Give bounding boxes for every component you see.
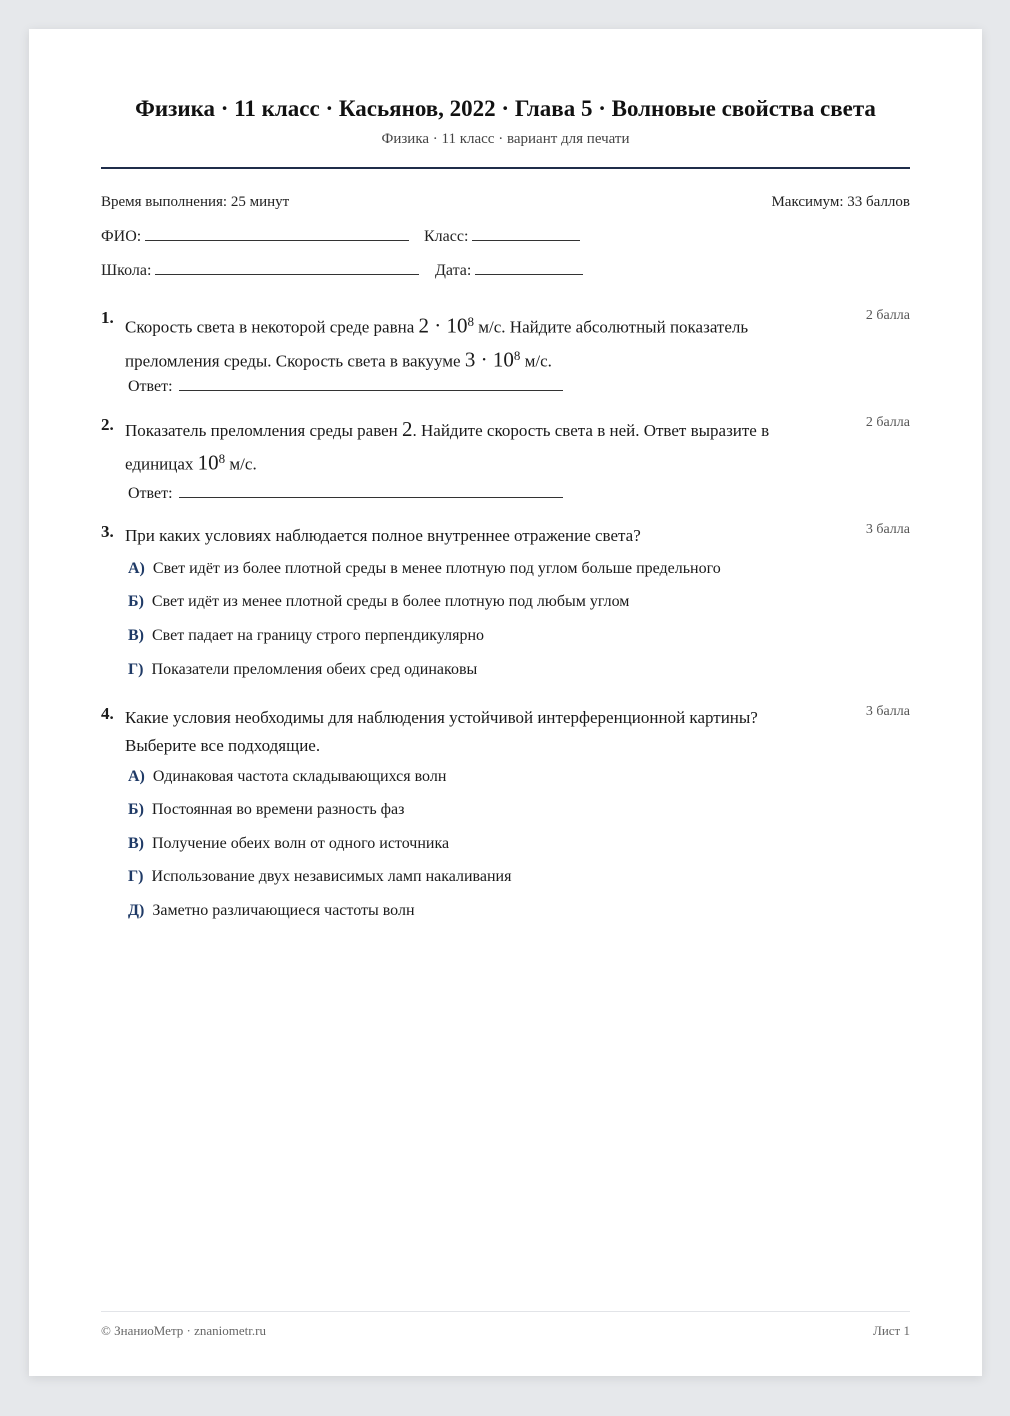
fio-label: ФИО:	[101, 228, 142, 245]
formula-vacuum-speed: 3 · 10	[464, 347, 514, 372]
formula-index: 2	[402, 417, 413, 441]
option-g[interactable]	[128, 661, 477, 679]
question-number: 3.	[101, 522, 114, 541]
option-text: Постоянная во времени разность фаз	[151, 801, 405, 818]
question-number: 1.	[101, 308, 114, 327]
option-text: Показатели преломления обеих сред одинаковы	[151, 661, 478, 678]
option-letter: В)	[128, 627, 144, 644]
answer-line[interactable]	[179, 483, 563, 498]
header-divider	[101, 167, 910, 169]
question-text-part: м/с.	[520, 351, 552, 371]
question-2	[101, 415, 910, 505]
formula-exponent: 8	[467, 314, 475, 329]
time-limit: Время выполнения: 25 минут	[101, 194, 290, 210]
footer-sheet-number: Лист 1	[873, 1323, 910, 1338]
formula-unit: 10	[197, 450, 219, 475]
question-points: 3 балла	[865, 522, 910, 537]
school-label: Школа:	[101, 262, 152, 279]
footer-divider	[101, 1311, 910, 1312]
option-v[interactable]	[128, 627, 484, 645]
class-label: Класс:	[424, 228, 469, 245]
school-line[interactable]	[155, 260, 419, 275]
school-field[interactable]	[101, 260, 419, 280]
option-text: Использование двух независимых ламп накаливания	[151, 868, 512, 885]
fio-line[interactable]	[145, 226, 409, 241]
date-line[interactable]	[475, 260, 583, 275]
option-text: Получение обеих волн от одного источника	[152, 835, 450, 852]
option-text: Одинаковая частота складывающихся волн	[152, 768, 447, 785]
option-v[interactable]	[128, 835, 449, 853]
question-text-part: . Найдите скорость света в ней. Ответ выразите в единицах	[125, 421, 770, 474]
option-b[interactable]	[128, 593, 629, 611]
option-text: Свет идёт из более плотной среды в менее плотную под углом больше предельного	[152, 560, 721, 577]
formula-exponent: 8	[513, 347, 521, 363]
question-3	[101, 522, 910, 692]
option-letter: Г)	[128, 868, 144, 885]
worksheet-page	[29, 29, 982, 1376]
question-number: 4.	[101, 704, 114, 723]
option-text: Свет падает на границу строго перпендикулярно	[152, 627, 485, 644]
question-text: При каких условиях наблюдается полное внутреннее отражение света?	[125, 526, 641, 545]
option-letter: Б)	[128, 593, 144, 610]
max-score: Максимум: 33 баллов	[771, 194, 910, 210]
option-d[interactable]	[128, 902, 415, 920]
class-line[interactable]	[472, 226, 580, 241]
question-text: Какие условия необходимы для наблюдения устойчивой интерференционной картины? Выберите все подходящие.	[125, 708, 758, 755]
option-b[interactable]	[128, 801, 404, 819]
formula-speed: 2 · 10	[418, 313, 468, 338]
option-letter: А)	[128, 768, 145, 785]
question-points: 2 балла	[865, 308, 910, 323]
option-text: Заметно различающиеся частоты волн	[152, 902, 415, 919]
answer-label: Ответ:	[128, 485, 173, 502]
option-letter: Б)	[128, 801, 144, 818]
option-letter: В)	[128, 835, 144, 852]
class-field[interactable]	[424, 226, 580, 246]
answer-label: Ответ:	[128, 378, 173, 395]
date-field[interactable]	[435, 260, 583, 280]
page-title: Физика · 11 класс · Касьянов, 2022 · Глава 5 · Волновые свойства света	[135, 96, 876, 121]
date-label: Дата:	[435, 262, 472, 279]
question-text	[125, 415, 825, 479]
option-letter: Д)	[128, 902, 145, 919]
question-points: 3 балла	[865, 704, 910, 719]
answer-line[interactable]	[179, 376, 563, 391]
answer-field[interactable]	[128, 376, 563, 396]
question-number: 2.	[101, 415, 114, 434]
question-text-part: м/с.	[225, 454, 257, 474]
option-a[interactable]	[128, 560, 721, 578]
question-points: 2 балла	[865, 415, 910, 430]
question-text-part: Показатель преломления среды равен	[125, 421, 403, 440]
question-1	[101, 308, 910, 398]
answer-field[interactable]	[128, 483, 563, 503]
page-subtitle: Физика · 11 класс · вариант для печати	[381, 131, 630, 147]
option-a[interactable]	[128, 768, 446, 786]
footer-copyright: © ЗнаниоМетр · znaniometr.ru	[101, 1323, 266, 1338]
formula-exponent: 8	[218, 451, 226, 466]
fio-field[interactable]	[101, 226, 409, 246]
option-letter: Г)	[128, 661, 144, 678]
option-g[interactable]	[128, 868, 511, 886]
option-text: Свет идёт из менее плотной среды в более плотную под любым углом	[151, 593, 630, 610]
question-text-part: м/с. Найдите абсолютный показатель преломления среды. Скорость света в вакууме	[125, 317, 749, 371]
question-text-part: Скорость света в некоторой среде равна	[125, 317, 419, 337]
option-letter: А)	[128, 560, 145, 577]
question-text	[125, 308, 825, 375]
question-4	[101, 704, 910, 934]
